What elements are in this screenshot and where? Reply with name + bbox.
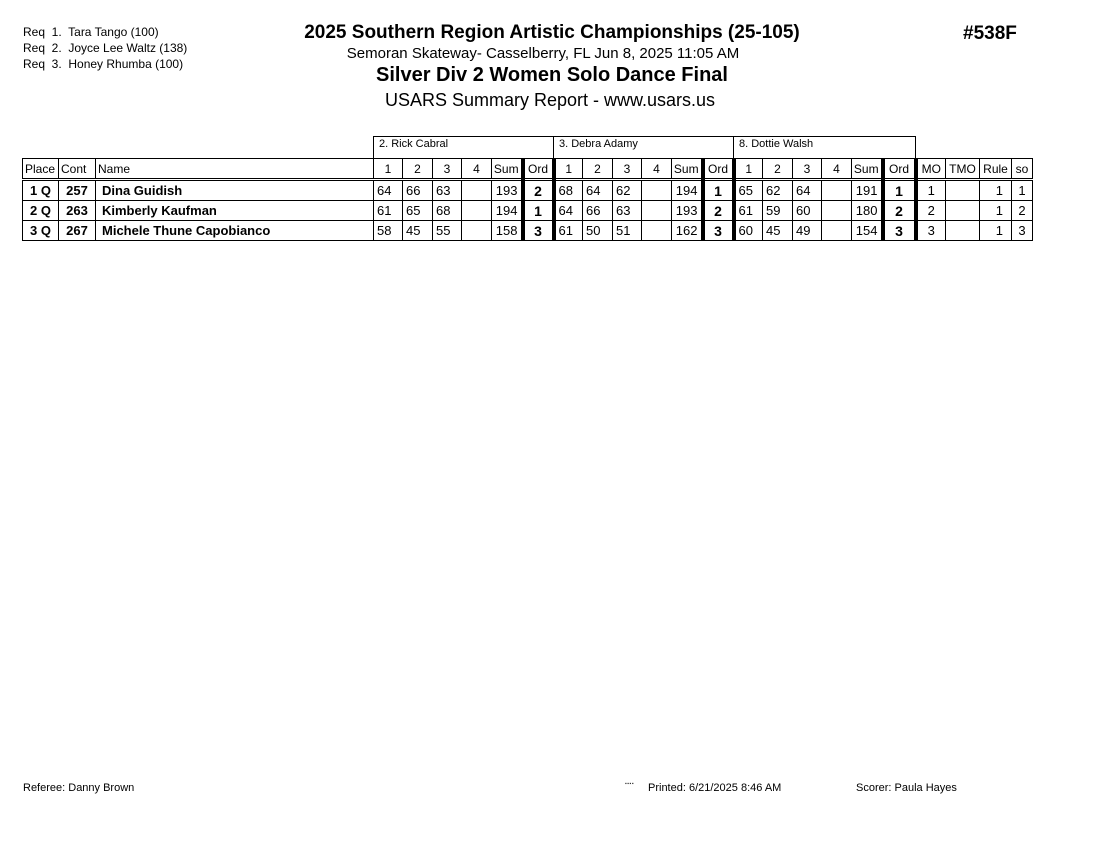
col-j3-1: 1 (734, 159, 763, 180)
j2-sum: 193 (672, 201, 703, 221)
j3-score-2: 62 (763, 180, 793, 201)
j1-score-3: 55 (433, 221, 462, 241)
event-number: #538F (963, 23, 1017, 44)
j2-sum: 194 (672, 180, 703, 201)
column-header-row (23, 159, 1033, 180)
j1-score-4 (462, 221, 492, 241)
col-j1-2: 2 (403, 159, 433, 180)
skater-name: Michele Thune Capobianco (96, 221, 374, 241)
contestant-number: 257 (59, 180, 96, 201)
table-row (23, 221, 1033, 241)
event-title: Silver Div 2 Women Solo Dance Final (376, 64, 728, 86)
col-rule: Rule (980, 159, 1012, 180)
col-j2-sum: Sum (672, 159, 703, 180)
place: 2 Q (23, 201, 59, 221)
report-title: USARS Summary Report - www.usars.us (384, 90, 716, 110)
j3-score-4 (822, 201, 852, 221)
j1-score-2: 45 (403, 221, 433, 241)
col-j1-4: 4 (462, 159, 492, 180)
j1-sum: 193 (492, 180, 523, 201)
j1-score-2: 65 (403, 201, 433, 221)
j3-score-3: 60 (793, 201, 822, 221)
skating-order: 2 (1012, 201, 1033, 221)
scorer: Scorer: Paula Hayes (856, 782, 957, 794)
j3-score-3: 64 (793, 180, 822, 201)
table-row (23, 201, 1033, 221)
j3-score-1: 60 (734, 221, 763, 241)
majority-ordinal: 1 (916, 180, 946, 201)
version-mark-icon: ▪▪▪▪ (625, 781, 635, 787)
skater-name: Kimberly Kaufman (96, 201, 374, 221)
col-j3-4: 4 (822, 159, 852, 180)
j2-ord: 3 (703, 221, 734, 241)
j1-score-1: 58 (374, 221, 403, 241)
j1-score-4 (462, 180, 492, 201)
place: 3 Q (23, 221, 59, 241)
col-place: Place (23, 159, 59, 180)
place: 1 Q (23, 180, 59, 201)
col-j2-4: 4 (642, 159, 672, 180)
j3-sum: 154 (852, 221, 883, 241)
j3-score-1: 65 (734, 180, 763, 201)
j2-score-2: 66 (583, 201, 613, 221)
total-majority-ordinal (946, 180, 980, 201)
j3-ord: 2 (883, 201, 916, 221)
col-j3-3: 3 (793, 159, 822, 180)
contestant-number: 267 (59, 221, 96, 241)
j1-ord: 1 (523, 201, 554, 221)
col-j2-2: 2 (583, 159, 613, 180)
col-j3-ord: Ord (883, 159, 916, 180)
j2-score-1: 64 (554, 201, 583, 221)
col-j1-ord: Ord (523, 159, 554, 180)
results-table (22, 136, 1033, 241)
j3-sum: 191 (852, 180, 883, 201)
judge-header-row (23, 137, 1033, 159)
col-so: so (1012, 159, 1033, 180)
venue-date: Semoran Skateway- Casselberry, FL Jun 8, 2025 11:05 AM (346, 45, 740, 62)
rule: 1 (980, 180, 1012, 201)
j2-ord: 2 (703, 201, 734, 221)
request-1: Req 1. Tara Tango (100) (23, 25, 159, 39)
col-j1-3: 3 (433, 159, 462, 180)
j1-sum: 158 (492, 221, 523, 241)
col-j2-1: 1 (554, 159, 583, 180)
j3-score-2: 59 (763, 201, 793, 221)
referee: Referee: Danny Brown (23, 782, 135, 794)
j1-score-4 (462, 201, 492, 221)
request-3: Req 3. Honey Rhumba (100) (23, 57, 184, 71)
request-2: Req 2. Joyce Lee Waltz (138) (23, 41, 188, 55)
j3-score-1: 61 (734, 201, 763, 221)
j3-ord: 1 (883, 180, 916, 201)
j2-score-2: 64 (583, 180, 613, 201)
j1-score-1: 64 (374, 180, 403, 201)
j2-score-2: 50 (583, 221, 613, 241)
col-name: Name (96, 159, 374, 180)
majority-ordinal: 2 (916, 201, 946, 221)
rule: 1 (980, 201, 1012, 221)
col-j1-sum: Sum (492, 159, 523, 180)
printed-timestamp: Printed: 6/21/2025 8:46 AM (648, 782, 782, 794)
j2-sum: 162 (672, 221, 703, 241)
j3-score-4 (822, 180, 852, 201)
table-row (23, 180, 1033, 201)
j3-ord: 3 (883, 221, 916, 241)
col-j1-1: 1 (374, 159, 403, 180)
j2-score-3: 62 (613, 180, 642, 201)
j1-score-3: 63 (433, 180, 462, 201)
j2-score-1: 61 (554, 221, 583, 241)
skater-name: Dina Guidish (96, 180, 374, 201)
judge-3-label: 8. Dottie Walsh (734, 137, 916, 159)
col-j3-2: 2 (763, 159, 793, 180)
skating-order: 1 (1012, 180, 1033, 201)
j3-score-4 (822, 221, 852, 241)
total-majority-ordinal (946, 221, 980, 241)
col-j2-3: 3 (613, 159, 642, 180)
j2-score-3: 63 (613, 201, 642, 221)
j3-sum: 180 (852, 201, 883, 221)
competition-title: 2025 Southern Region Artistic Championships (25-105) (304, 22, 800, 43)
col-tmo: TMO (946, 159, 980, 180)
j1-ord: 2 (523, 180, 554, 201)
skating-order: 3 (1012, 221, 1033, 241)
contestant-number: 263 (59, 201, 96, 221)
j2-score-1: 68 (554, 180, 583, 201)
j1-score-3: 68 (433, 201, 462, 221)
j1-score-2: 66 (403, 180, 433, 201)
j1-ord: 3 (523, 221, 554, 241)
col-j3-sum: Sum (852, 159, 883, 180)
judge-1-label: 2. Rick Cabral (374, 137, 554, 159)
col-cont: Cont (59, 159, 96, 180)
col-j2-ord: Ord (703, 159, 734, 180)
j1-score-1: 61 (374, 201, 403, 221)
j2-score-4 (642, 180, 672, 201)
majority-ordinal: 3 (916, 221, 946, 241)
col-mo: MO (916, 159, 946, 180)
j2-score-4 (642, 221, 672, 241)
j2-score-3: 51 (613, 221, 642, 241)
j3-score-3: 49 (793, 221, 822, 241)
j2-score-4 (642, 201, 672, 221)
j3-score-2: 45 (763, 221, 793, 241)
rule: 1 (980, 221, 1012, 241)
judge-2-label: 3. Debra Adamy (554, 137, 734, 159)
total-majority-ordinal (946, 201, 980, 221)
j2-ord: 1 (703, 180, 734, 201)
j1-sum: 194 (492, 201, 523, 221)
